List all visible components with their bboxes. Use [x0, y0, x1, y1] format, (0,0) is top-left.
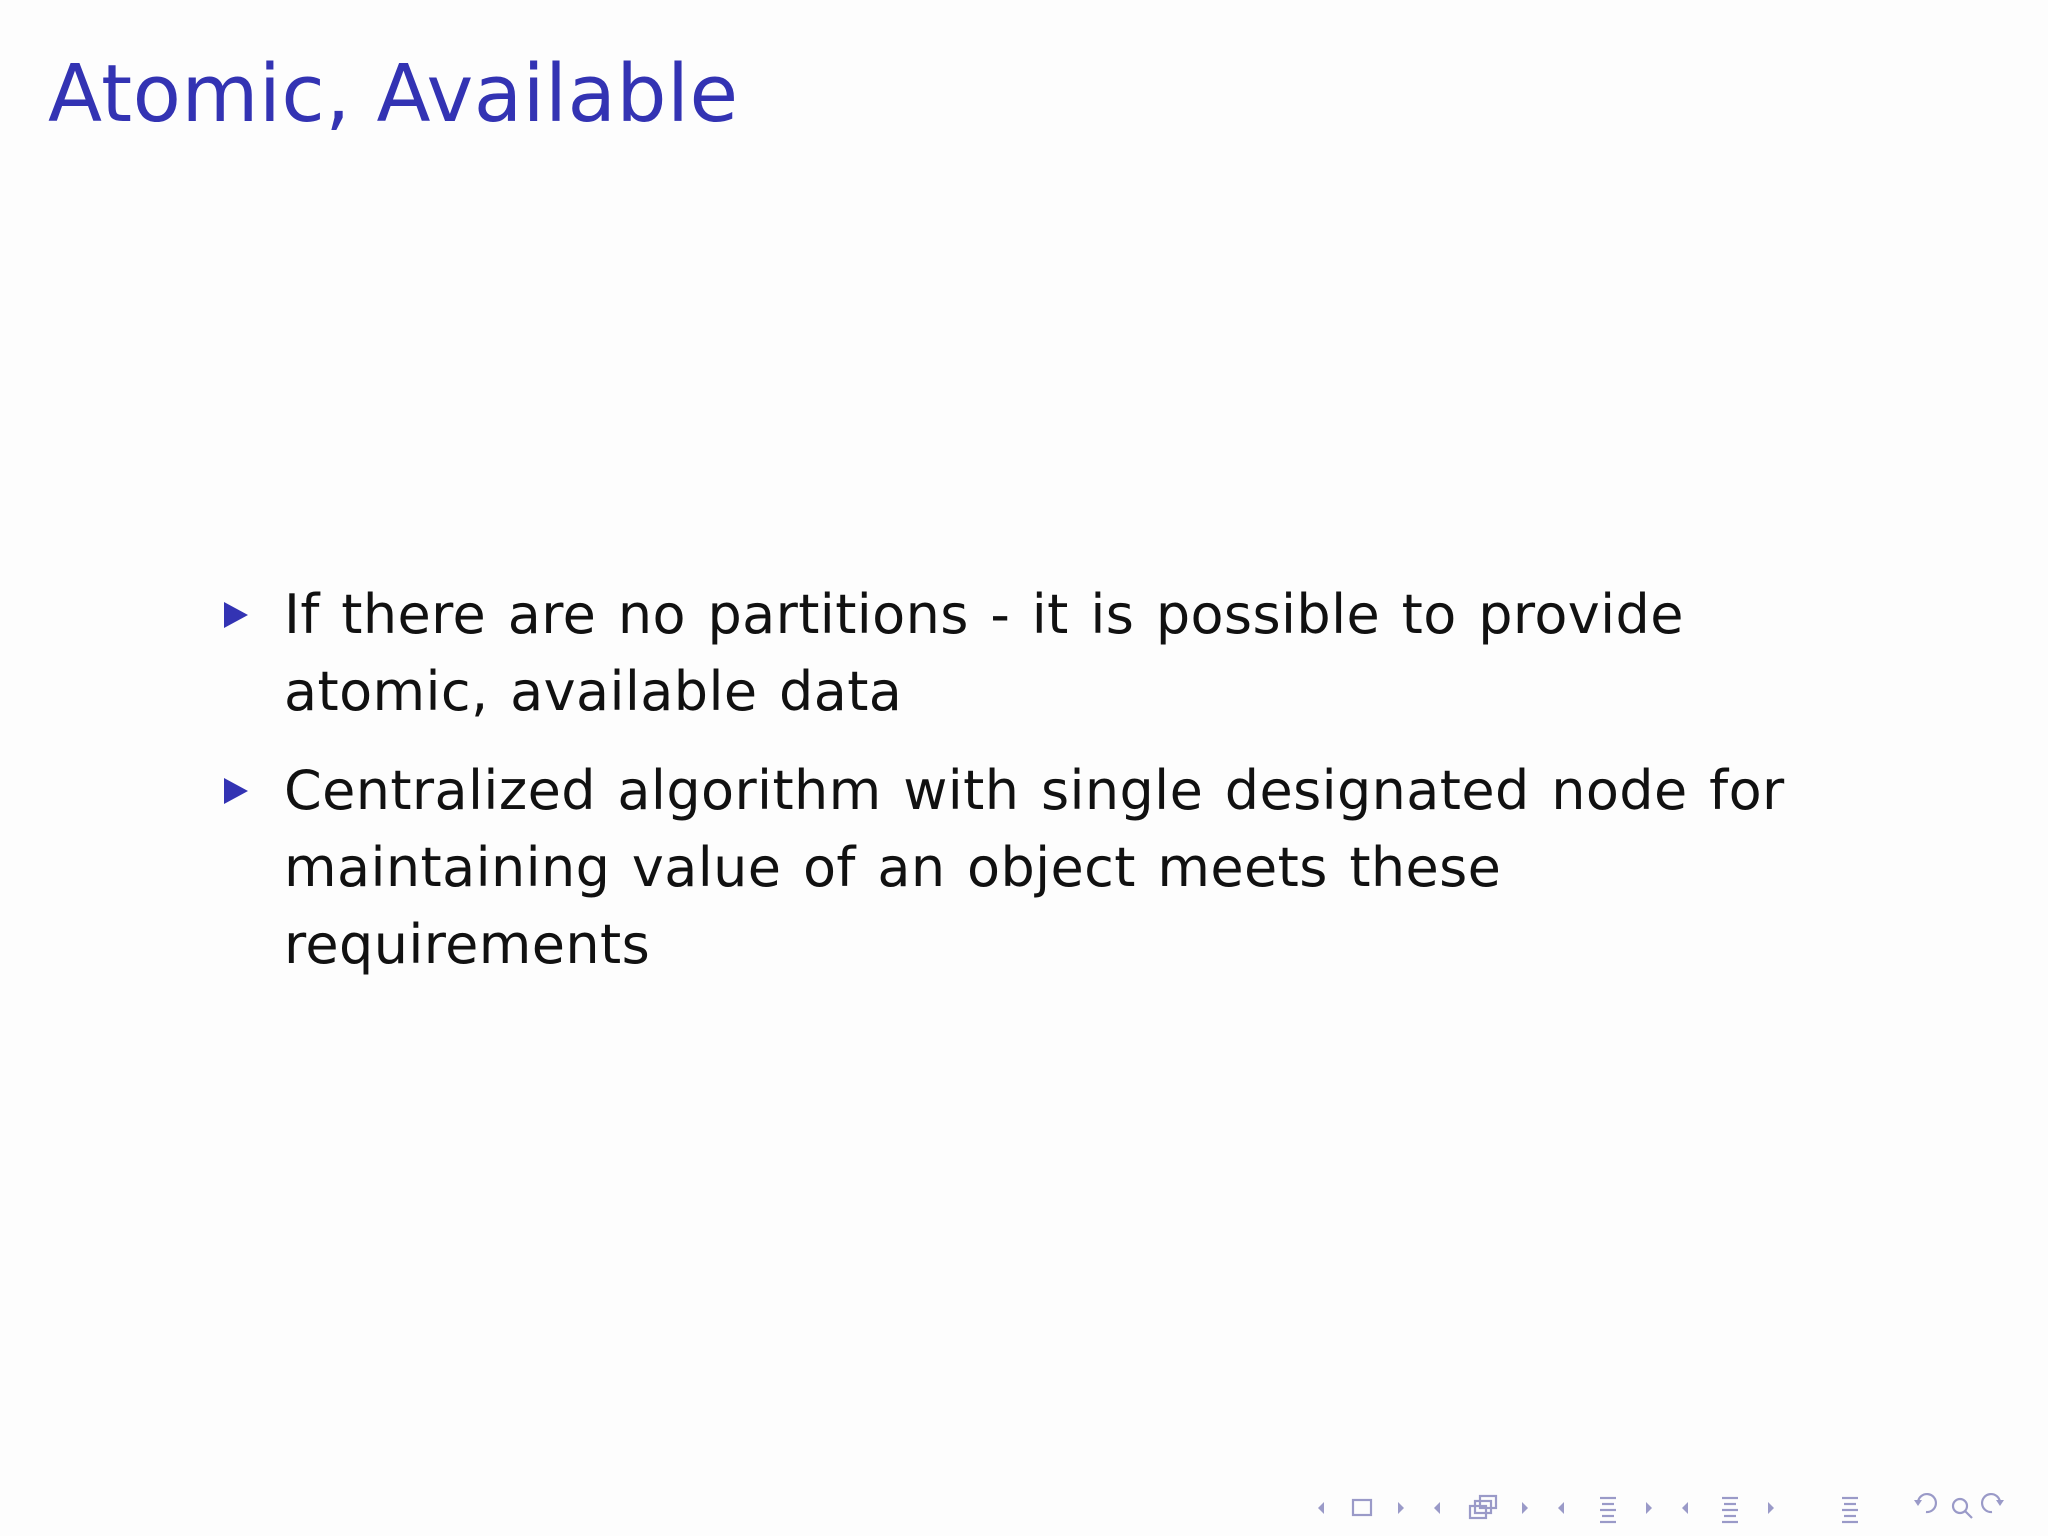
section-icon[interactable]	[1600, 1498, 1616, 1522]
nav-left-arrow-icon[interactable]	[1682, 1502, 1688, 1514]
beamer-navigation-bar	[1310, 1490, 2038, 1526]
triangle-bullet-icon	[224, 778, 248, 804]
slide-title: Atomic, Available	[48, 48, 739, 140]
nav-right-arrow-icon[interactable]	[1646, 1502, 1652, 1514]
search-icon[interactable]	[1953, 1499, 1972, 1518]
nav-left-arrow-icon[interactable]	[1434, 1502, 1440, 1514]
nav-left-arrow-icon[interactable]	[1318, 1502, 1324, 1514]
list-item	[218, 752, 1858, 983]
nav-right-arrow-icon[interactable]	[1398, 1502, 1404, 1514]
toc-icon[interactable]	[1842, 1498, 1858, 1522]
nav-right-arrow-icon[interactable]	[1768, 1502, 1774, 1514]
frame-icon[interactable]	[1353, 1500, 1371, 1515]
nav-left-arrow-icon[interactable]	[1558, 1502, 1564, 1514]
bullet-text: Centralized algorithm with single designated node for maintaining value of an object meets these requirements	[284, 759, 1785, 976]
list-item	[218, 576, 1858, 730]
subsection-icon[interactable]	[1470, 1496, 1496, 1518]
back-icon[interactable]	[1914, 1494, 1936, 1512]
bullet-list	[218, 576, 1858, 1005]
bullet-text: If there are no partitions - it is possible to provide atomic, available data	[284, 583, 1684, 723]
forward-icon[interactable]	[1982, 1494, 2004, 1512]
presentation-icon[interactable]	[1722, 1498, 1738, 1522]
nav-right-arrow-icon[interactable]	[1522, 1502, 1528, 1514]
triangle-bullet-icon	[224, 602, 248, 628]
